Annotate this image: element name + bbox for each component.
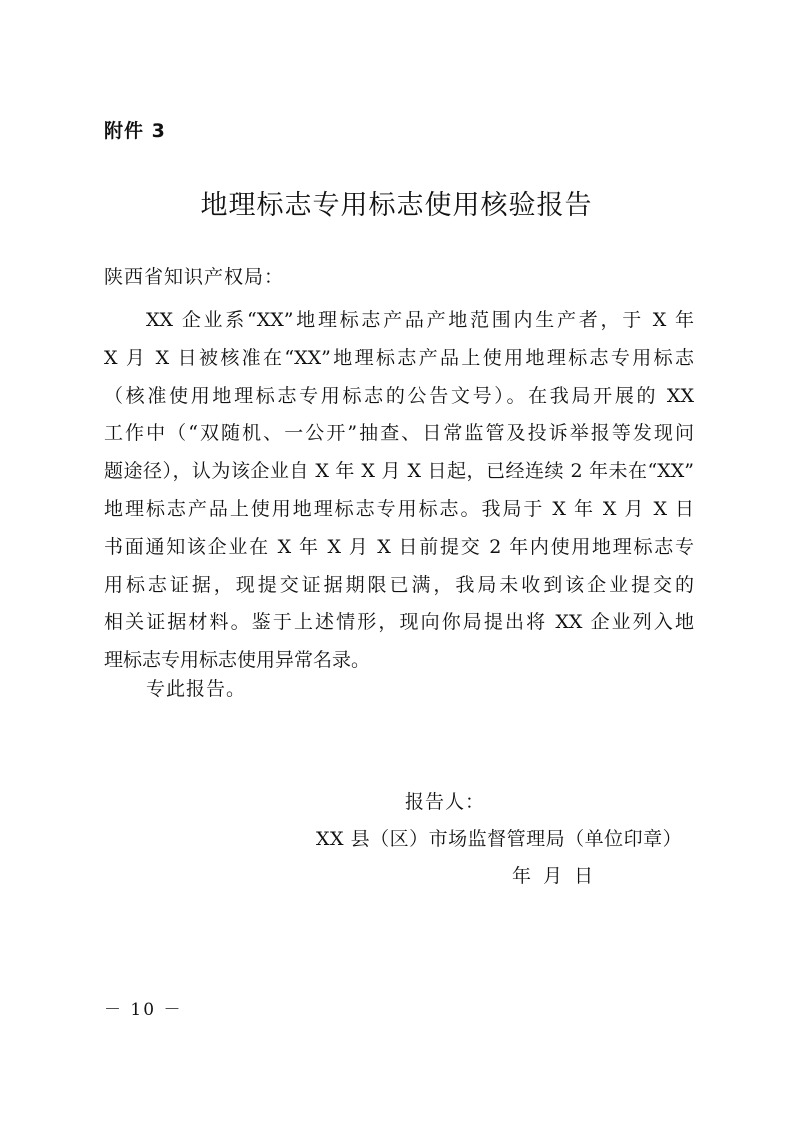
signature-organization: XX 县（区）市场监督管理局（单位印章）	[316, 828, 683, 850]
attachment-label: 附件 3	[104, 120, 166, 142]
body-paragraph	[104, 302, 694, 680]
body-line: （核准使用地理标志专用标志的公告文号）。在我局开展的 XX	[104, 384, 694, 407]
closing-line: 专此报告。	[146, 678, 247, 700]
body-line: X 月 X 日被核准在“XX”地理标志产品上使用地理标志专用标志	[104, 346, 694, 369]
body-line: 工作中（“双随机、一公开”抽查、日常监管及投诉举报等发现问	[104, 422, 694, 445]
body-line: 题途径），认为该企业自 X 年 X 月 X 日起，已经连续 2 年未在“XX”	[104, 460, 694, 483]
body-line: 相关证据材料。鉴于上述情形，现向你局提出将 XX 企业列入地	[104, 611, 694, 634]
document-title: 地理标志专用标志使用核验报告	[200, 190, 593, 221]
page-number: － 10 －	[104, 1000, 183, 1020]
signature-date: 年 月 日	[512, 865, 594, 887]
body-line: 用标志证据，现提交证据期限已满，我局未收到该企业提交的	[104, 573, 694, 596]
body-line: 理标志专用标志使用异常名录。	[104, 649, 371, 672]
body-line: 地理标志产品上使用地理标志专用标志。我局于 X 年 X 月 X 日	[104, 497, 694, 520]
signature-label: 报告人：	[405, 791, 486, 813]
body-line: XX 企业系“XX”地理标志产品产地范围内生产者，于 X 年	[146, 309, 694, 331]
body-line: 书面通知该企业在 X 年 X 月 X 日前提交 2 年内使用地理标志专	[104, 535, 694, 558]
recipient-line: 陕西省知识产权局：	[104, 266, 285, 288]
